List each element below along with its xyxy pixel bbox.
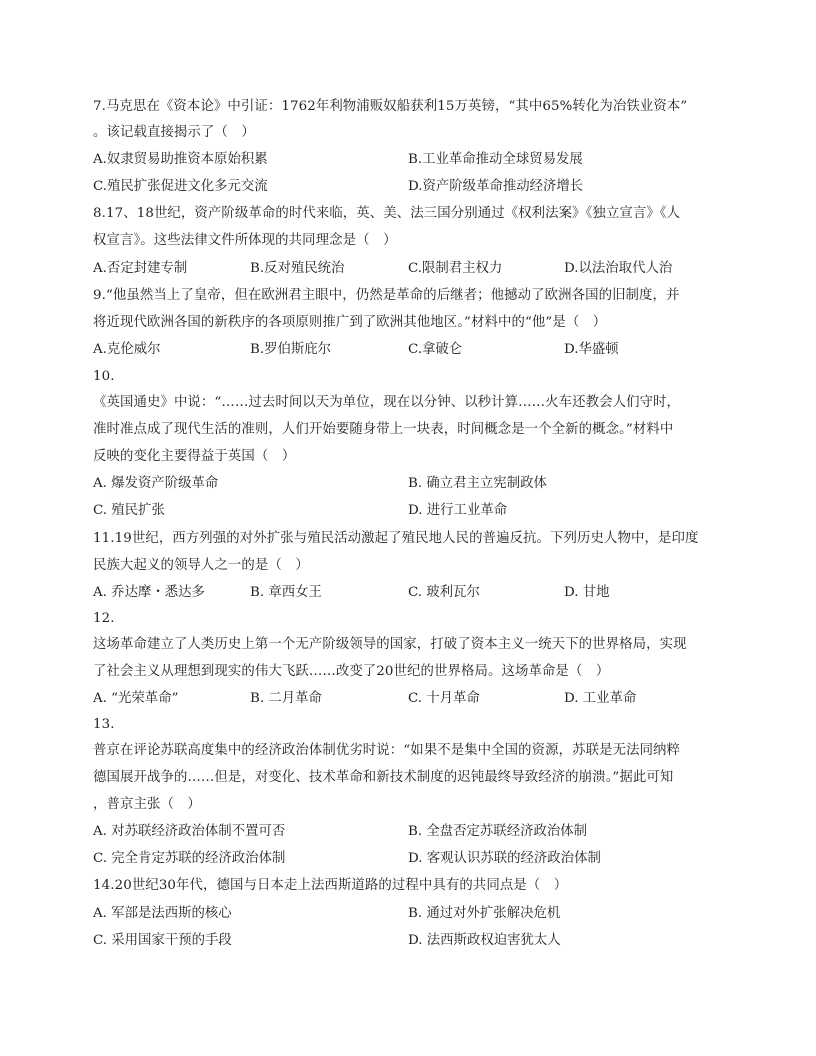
q9-option-d: D.华盛顿 bbox=[564, 342, 619, 357]
q9-option-a: A.克伦威尔 bbox=[93, 342, 161, 357]
q13-option-d: D. 客观认识苏联的经济政治体制 bbox=[408, 851, 601, 866]
q11-option-b: B. 章西女王 bbox=[250, 585, 322, 600]
q9-stem-line-2: 将近现代欧洲各国的新秩序的各项原则推广到了欧洲其他地区。”材料中的“他”是（ ） bbox=[93, 315, 607, 330]
q8-stem-line-2: 权宣言》。这些法律文件所体现的共同理念是（ ） bbox=[93, 233, 397, 248]
q13-option-a: A. 对苏联经济政治体制不置可否 bbox=[93, 824, 286, 839]
q11-option-a: A. 乔达摩・悉达多 bbox=[93, 585, 205, 600]
q12-stem-line-2: 了社会主义从理想到现实的伟大飞跃……改变了20世纪的世界格局。这场革命是（ ） bbox=[93, 664, 610, 679]
q8-option-d: D.以法治取代人治 bbox=[564, 261, 673, 276]
q10-option-c: C. 殖民扩张 bbox=[93, 503, 165, 518]
q11-stem-line-1: 11.19世纪，西方列强的对外扩张与殖民活动激起了殖民地人民的普遍反抗。下列历史人物中，是印度 bbox=[93, 531, 699, 546]
q9-option-c: C.拿破仑 bbox=[408, 342, 463, 357]
q9-stem-line-1: 9.“他虽然当上了皇帝，但在欧洲君主眼中，仍然是革命的后继者；他撼动了欧洲各国的旧制度，并 bbox=[93, 288, 680, 303]
q12-number: 12. bbox=[93, 611, 115, 626]
q13-number: 13. bbox=[93, 717, 115, 732]
q11-option-d: D. 甘地 bbox=[564, 585, 610, 600]
q7-option-a: A.奴隶贸易助推资本原始积累 bbox=[93, 152, 268, 167]
q13-stem-line-1: 普京在评论苏联高度集中的经济政治体制优劣时说：“如果不是集中全国的资源，苏联是无法同纳粹 bbox=[93, 743, 681, 758]
q10-stem-line-2: 准时准点成了现代生活的准则，人们开始要随身带上一块表，时间概念是一个全新的概念。”材料中 bbox=[93, 422, 674, 437]
q13-stem-line-3: ，普京主张（ ） bbox=[93, 797, 201, 812]
q10-option-d: D. 进行工业革命 bbox=[408, 503, 508, 518]
q7-option-c: C.殖民扩张促进文化多元交流 bbox=[93, 179, 268, 194]
q10-option-b: B. 确立君主立宪制政体 bbox=[408, 476, 547, 491]
q13-option-c: C. 完全肯定苏联的经济政治体制 bbox=[93, 851, 286, 866]
q10-option-a: A. 爆发资产阶级革命 bbox=[93, 476, 219, 491]
q10-number: 10. bbox=[93, 369, 115, 384]
q7-option-b: B.工业革命推动全球贸易发展 bbox=[408, 152, 583, 167]
q14-option-d: D. 法西斯政权迫害犹太人 bbox=[408, 933, 561, 948]
q11-option-c: C. 玻利瓦尔 bbox=[408, 585, 480, 600]
q14-option-b: B. 通过对外扩张解决危机 bbox=[408, 906, 561, 921]
q8-option-a: A.否定封建专制 bbox=[93, 261, 188, 276]
q14-option-c: C. 采用国家干预的手段 bbox=[93, 933, 232, 948]
q8-option-b: B.反对殖民统治 bbox=[250, 261, 345, 276]
q12-option-c: C. 十月革命 bbox=[408, 691, 480, 706]
q8-stem-line-1: 8.17、18世纪，资产阶级革命的时代来临，英、美、法三国分别通过《权利法案》《独立宣言》《人 bbox=[93, 206, 681, 221]
q13-option-b: B. 全盘否定苏联经济政治体制 bbox=[408, 824, 588, 839]
q14-option-a: A. 军部是法西斯的核心 bbox=[93, 906, 232, 921]
q8-option-c: C.限制君主权力 bbox=[408, 261, 503, 276]
q9-option-b: B.罗伯斯庇尔 bbox=[250, 342, 332, 357]
q10-stem-line-1: 《英国通史》中说：“……过去时间以天为单位，现在以分钟、以秒计算……火车还教会人们守时， bbox=[93, 395, 681, 410]
q13-stem-line-2: 德国展开战争的……但是，对变化、技术革命和新技术制度的迟钝最终导致经济的崩溃。”据此可知 bbox=[93, 770, 674, 785]
q12-stem-line-1: 这场革命建立了人类历史上第一个无产阶级领导的国家，打破了资本主义一统天下的世界格局，实现 bbox=[93, 637, 687, 652]
q10-stem-line-3: 反映的变化主要得益于英国（ ） bbox=[93, 449, 296, 464]
q12-option-b: B. 二月革命 bbox=[250, 691, 322, 706]
q12-option-d: D. 工业革命 bbox=[564, 691, 637, 706]
q7-option-d: D.资产阶级革命推动经济增长 bbox=[408, 179, 584, 194]
q14-stem-line-1: 14.20世纪30年代，德国与日本走上法西斯道路的过程中具有的共同点是（ ） bbox=[93, 878, 568, 893]
q11-stem-line-2: 民族大起义的领导人之一的是（ ） bbox=[93, 558, 309, 573]
q7-stem-line-2: 。该记载直接揭示了（ ） bbox=[93, 125, 255, 140]
q12-option-a: A. “光荣革命” bbox=[93, 691, 179, 706]
q7-stem-line-1: 7.马克思在《资本论》中引证：1762年利物浦贩奴船获利15万英镑，“其中65%转化为冶铁业资本” bbox=[93, 99, 688, 114]
